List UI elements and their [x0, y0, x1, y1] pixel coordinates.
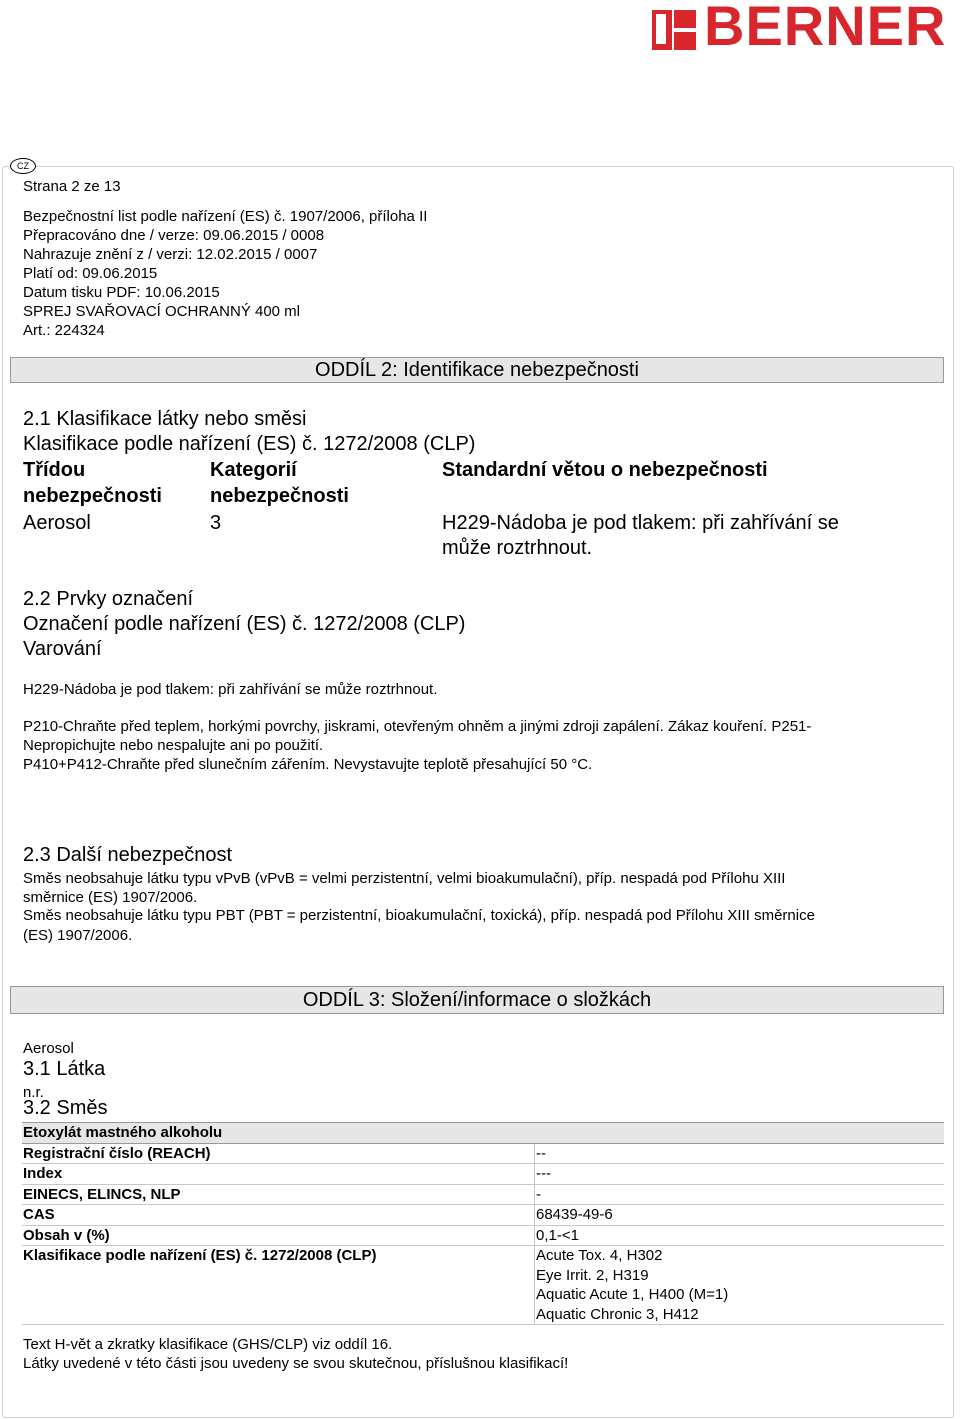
substance-name: Etoxylát mastného alkoholu	[22, 1123, 535, 1144]
composition-table	[22, 1122, 944, 1325]
precaution-line: P410+P412-Chraňte před slunečním zářením. Nevystavujte teplotě přesahující 50 °C.	[23, 756, 593, 773]
header-line: Datum tisku PDF: 10.06.2015	[23, 284, 220, 301]
table-row	[22, 1164, 944, 1185]
table-row	[22, 1246, 944, 1325]
labelling-regulation: Označení podle nařízení (ES) č. 1272/2008 (CLP)	[23, 613, 466, 635]
section-3-header: ODDÍL 3: Složení/informace o složkách	[10, 986, 944, 1014]
statement-value-2: může roztrhnout.	[442, 537, 593, 559]
other-hazard-line: Směs neobsahuje látku typu PBT (PBT = perzistentní, bioakumulační, toxická), příp. nespadá pod Přílohu XIII směrnice	[23, 907, 815, 924]
substance-value: n.r.	[23, 1084, 44, 1101]
classification-item: Eye Irrit. 2, H319	[536, 1266, 649, 1284]
header-line: Nahrazuje znění z / verzi: 12.02.2015 / 0007	[23, 246, 318, 263]
header-line: Platí od: 09.06.2015	[23, 265, 158, 282]
subsection-2-3-title: 2.3 Další nebezpečnost	[23, 844, 233, 866]
row-label: Registrační číslo (REACH)	[22, 1143, 535, 1164]
row-label: EINECS, ELINCS, NLP	[22, 1184, 535, 1205]
language-badge: CZ	[10, 158, 36, 174]
other-hazard-line: (ES) 1907/2006.	[23, 927, 133, 944]
hazard-statement: H229-Nádoba je pod tlakem: při zahřívání se může roztrhnout.	[23, 681, 438, 698]
table-row	[22, 1225, 944, 1246]
product-form: Aerosol	[23, 1040, 74, 1057]
classification-regulation: Klasifikace podle nařízení (ES) č. 1272/2008 (CLP)	[23, 433, 476, 455]
row-label: CAS	[22, 1205, 535, 1226]
table-row	[22, 1184, 944, 1205]
section-2-header: ODDÍL 2: Identifikace nebezpečnosti	[10, 357, 944, 383]
statement-value: H229-Nádoba je pod tlakem: při zahřívání se	[442, 512, 839, 534]
row-value: 68439-49-6	[535, 1205, 945, 1226]
col-header-category-2: nebezpečnosti	[210, 485, 349, 507]
classification-item: Aquatic Chronic 3, H412	[536, 1305, 699, 1323]
row-value: ---	[535, 1164, 945, 1185]
footnote: Text H-vět a zkratky klasifikace (GHS/CLP) viz oddíl 16.	[23, 1336, 393, 1353]
precaution-line: P210-Chraňte před teplem, horkými povrchy, jiskrami, otevřeným ohněm a jinými zdroji zapálení. Zákaz kouření. P251-	[23, 718, 812, 735]
category-value: 3	[210, 512, 222, 534]
classification-item: Acute Tox. 4, H302	[536, 1247, 663, 1264]
berner-logo	[652, 0, 952, 57]
row-value: --	[535, 1143, 945, 1164]
signal-word: Varování	[23, 638, 102, 660]
brand-name: BERNER	[704, 0, 947, 57]
table-header-row	[22, 1123, 944, 1144]
class-value: Aerosol	[23, 512, 91, 534]
header-line: Přepracováno dne / verze: 09.06.2015 / 0008	[23, 227, 325, 244]
row-label: Obsah v (%)	[22, 1225, 535, 1246]
other-hazard-line: Směs neobsahuje látku typu vPvB (vPvB = velmi perzistentní, velmi bioakumulační), příp. nespadá pod Přílohu XIII	[23, 870, 786, 887]
other-hazard-line: směrnice (ES) 1907/2006.	[23, 889, 198, 906]
col-header-class-2: nebezpečnosti	[23, 485, 162, 507]
subsection-2-1-title: 2.1 Klasifikace látky nebo směsi	[23, 408, 307, 430]
page-number: Strana 2 ze 13	[23, 178, 121, 195]
berner-logo-icon	[652, 6, 696, 50]
header-line: SPREJ SVAŘOVACÍ OCHRANNÝ 400 ml	[23, 303, 301, 320]
footnote: Látky uvedené v této části jsou uvedeny se svou skutečnou, příslušnou klasifikací!	[23, 1355, 569, 1372]
col-header-statement: Standardní větou o nebezpečnosti	[442, 459, 768, 481]
subsection-3-2-title: 3.2 Směs	[23, 1097, 108, 1119]
header-line: Bezpečnostní list podle nařízení (ES) č. 1907/2006, příloha II	[23, 208, 428, 225]
classification-item: Aquatic Acute 1, H400 (M=1)	[536, 1286, 729, 1303]
row-label: Klasifikace podle nařízení (ES) č. 1272/2008 (CLP)	[22, 1246, 535, 1325]
subsection-2-2-title: 2.2 Prvky označení	[23, 588, 194, 610]
row-label: Index	[22, 1164, 535, 1185]
col-header-class: Třídou	[23, 459, 86, 481]
col-header-category: Kategorií	[210, 459, 297, 481]
row-value: 0,1-<1	[535, 1225, 945, 1246]
header-line: Art.: 224324	[23, 322, 105, 339]
subsection-3-1-title: 3.1 Látka	[23, 1058, 106, 1080]
precaution-line: Nepropichujte nebo nespalujte ani po použití.	[23, 737, 324, 754]
table-row	[22, 1143, 944, 1164]
row-value: -	[535, 1184, 945, 1205]
classification-values	[535, 1246, 945, 1325]
table-row	[22, 1205, 944, 1226]
